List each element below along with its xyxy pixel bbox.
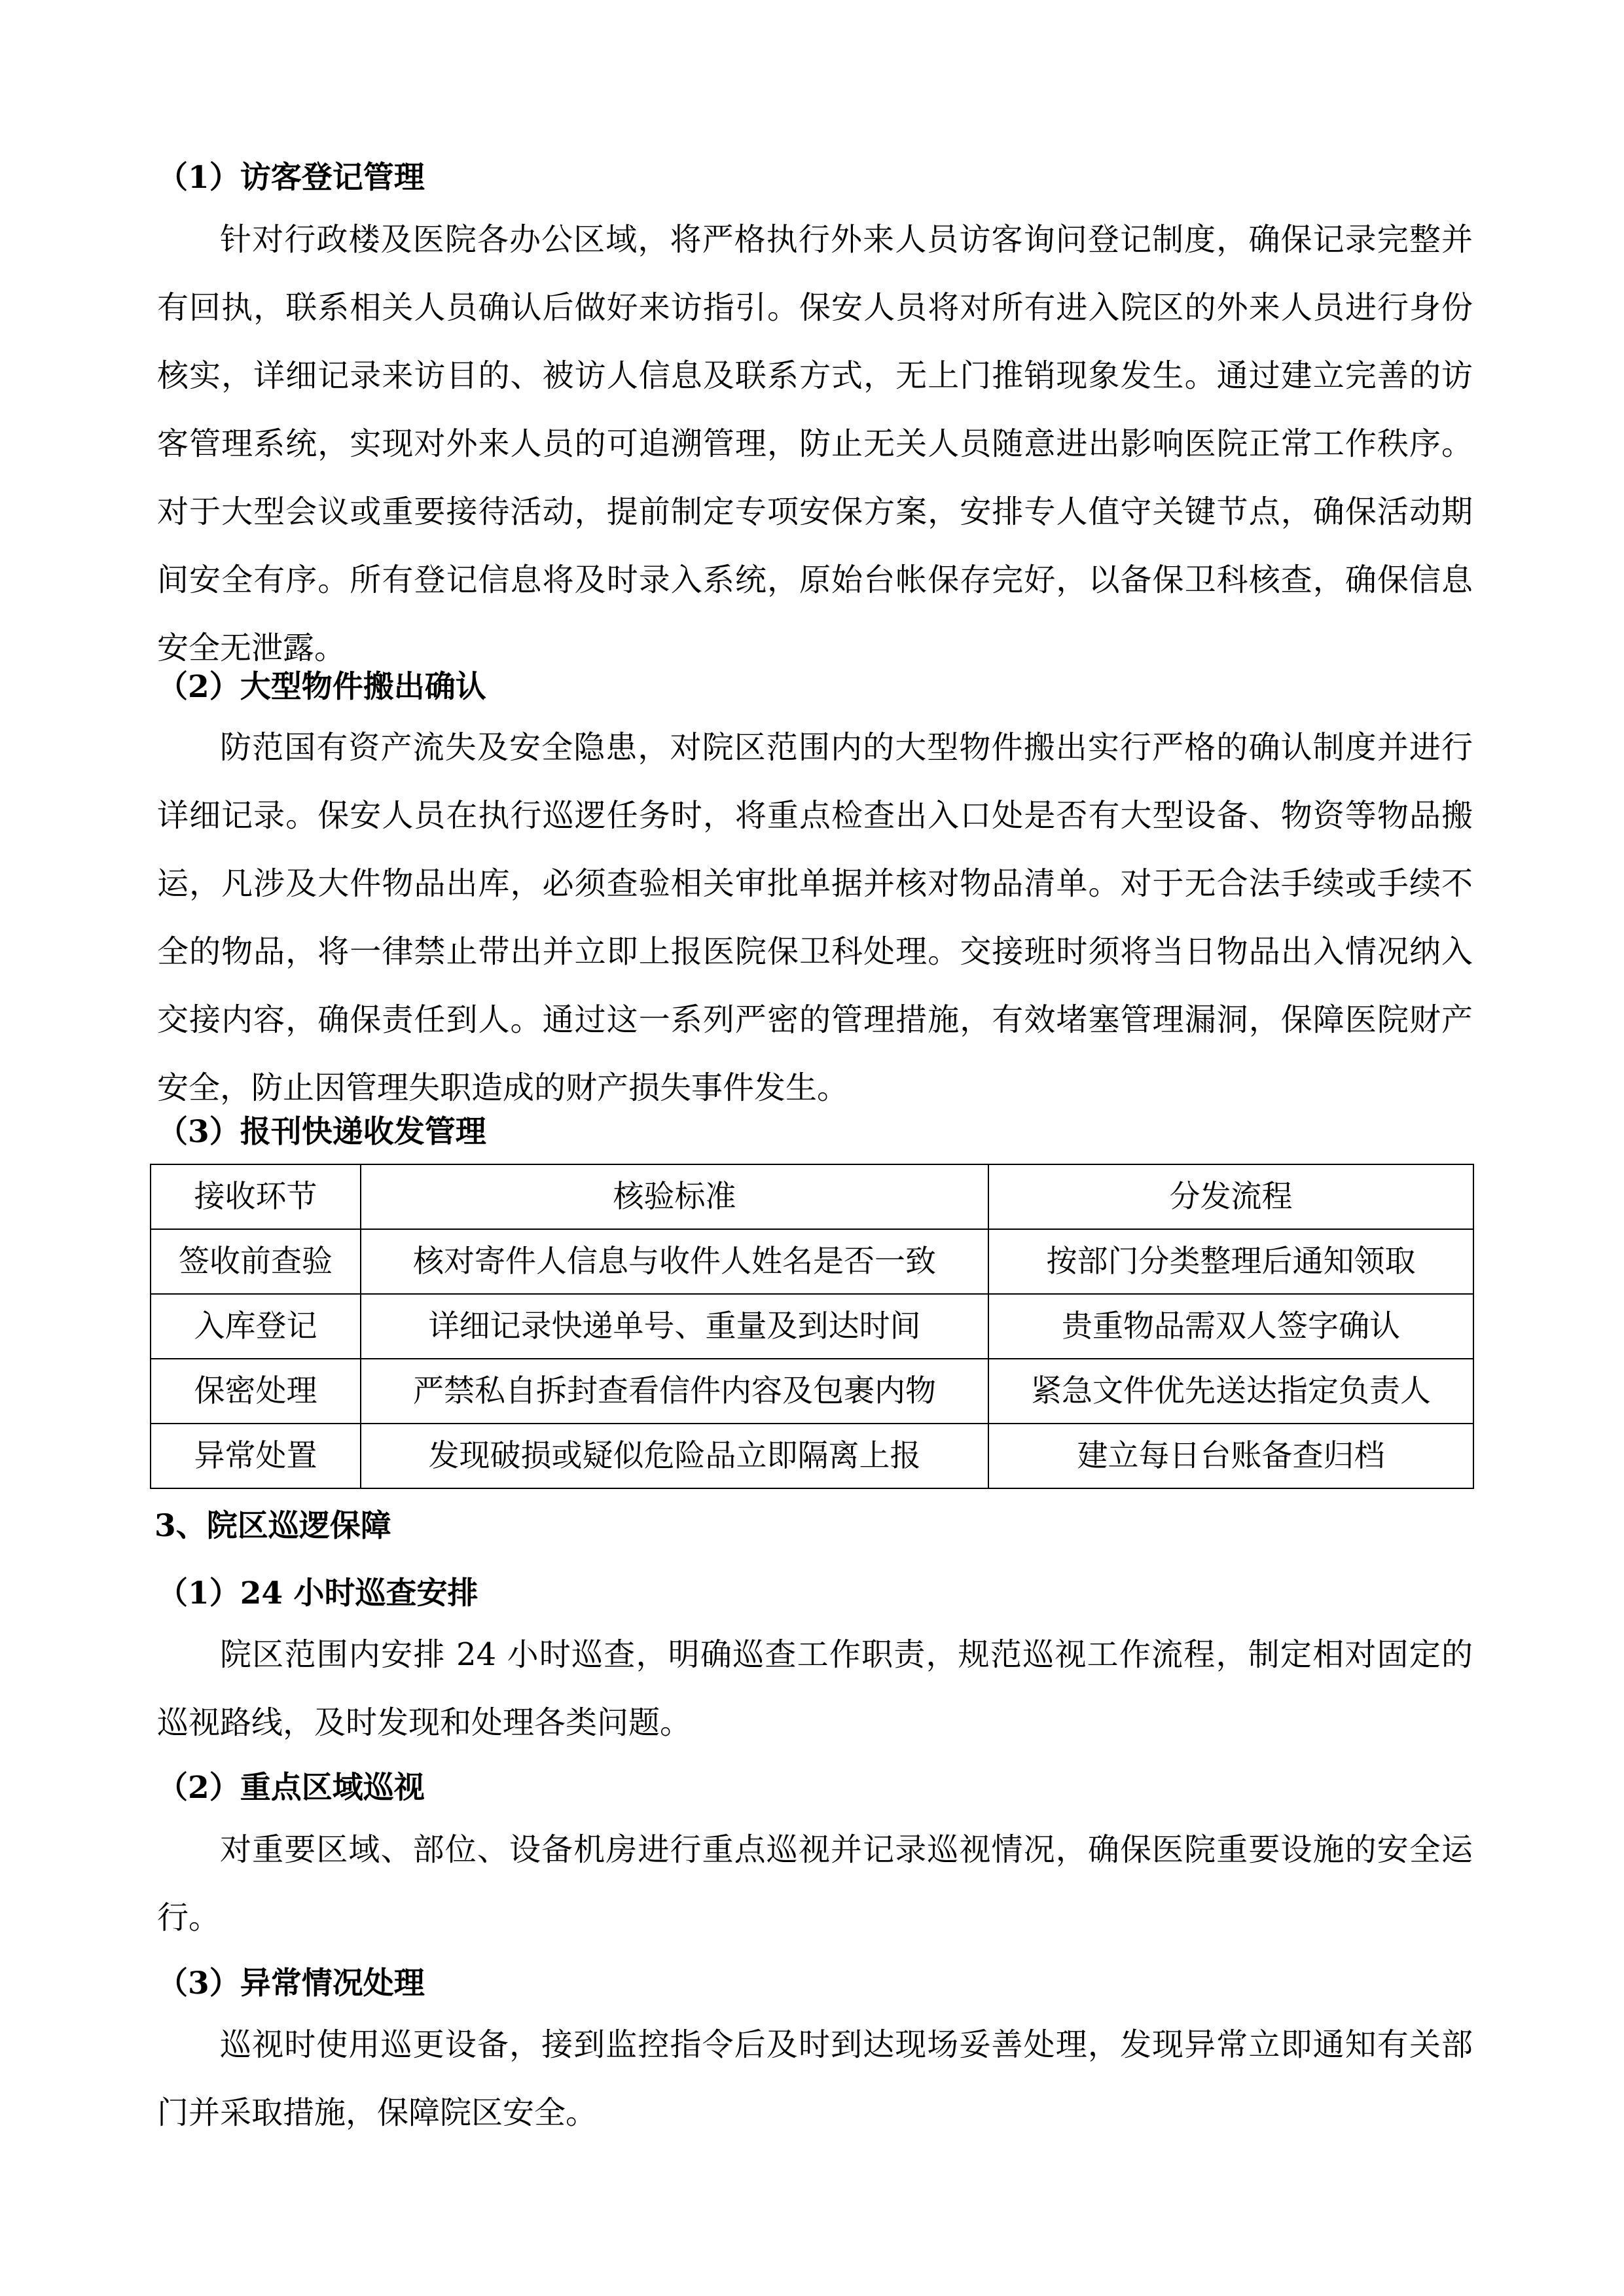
table-row — [151, 1359, 1473, 1424]
table-header-cell: 接收环节 — [151, 1164, 361, 1229]
heading-patrol-assurance: 3、院区巡逻保障 — [154, 1508, 391, 1544]
table-cell: 保密处理 — [151, 1359, 361, 1424]
heading-visitor-registration: （1）访客登记管理 — [157, 160, 425, 196]
heading-large-item-removal: （2）大型物件搬出确认 — [157, 669, 486, 705]
table-cell: 核对寄件人信息与收件人姓名是否一致 — [361, 1229, 988, 1294]
table-cell: 建立每日台账备查归档 — [988, 1424, 1473, 1488]
paragraph-abnormal-handling: 巡视时使用巡更设备，接到监控指令后及时到达现场妥善处理，发现异常立即通知有关部门并采取措施，保障院区安全。 — [157, 2026, 1473, 2131]
table-header-cell: 分发流程 — [988, 1164, 1473, 1229]
table-cell: 严禁私自拆封查看信件内容及包裹内物 — [361, 1359, 988, 1424]
table-header-row — [151, 1164, 1473, 1229]
paragraph-24h-patrol: 院区范围内安排 24 小时巡查，明确巡查工作职责，规范巡视工作流程，制定相对固定的巡视路线，及时发现和处理各类问题。 — [157, 1636, 1473, 1741]
paragraph-large-item-removal: 防范国有资产流失及安全隐患，对院区范围内的大型物件搬出实行严格的确认制度并进行详细记录。保安人员在执行巡逻任务时，将重点检查出入口处是否有大型设备、物资等物品搬运，凡涉及大件物品出库，必须查验相关审批单据并核对物品清单。对于无合法手续或手续不全的物品，将一律禁止带出并立即上报医院保卫科处理。交接班时须将当日物品出入情况纳入交接内容，确保责任到人。通过这一系列严密的管理措施，有效堵塞管理漏洞，保障医院财产安全，防止因管理失职造成的财产损失事件发生。 — [157, 729, 1473, 1106]
table-cell: 入库登记 — [151, 1294, 361, 1359]
table-cell: 贵重物品需双人签字确认 — [988, 1294, 1473, 1359]
table-cell: 签收前查验 — [151, 1229, 361, 1294]
paragraph-key-area-inspection: 对重要区域、部位、设备机房进行重点巡视并记录巡视情况，确保医院重要设施的安全运行。 — [157, 1831, 1473, 1936]
heading-key-area-inspection: （2）重点区域巡视 — [157, 1770, 425, 1806]
table-cell: 按部门分类整理后通知领取 — [988, 1229, 1473, 1294]
heading-abnormal-handling: （3）异常情况处理 — [157, 1965, 425, 2001]
table-cell: 发现破损或疑似危险品立即隔离上报 — [361, 1424, 988, 1488]
table-cell: 详细记录快递单号、重量及到达时间 — [361, 1294, 988, 1359]
heading-express-management: （3）报刊快递收发管理 — [157, 1114, 486, 1150]
heading-24h-patrol: （1）24 小时巡查安排 — [157, 1575, 478, 1611]
table-row — [151, 1294, 1473, 1359]
table-header-cell: 核验标准 — [361, 1164, 988, 1229]
table-row — [151, 1424, 1473, 1488]
table-cell: 异常处置 — [151, 1424, 361, 1488]
table-row — [151, 1229, 1473, 1294]
express-management-table — [150, 1164, 1474, 1489]
table-cell: 紧急文件优先送达指定负责人 — [988, 1359, 1473, 1424]
paragraph-visitor-registration: 针对行政楼及医院各办公区域，将严格执行外来人员访客询问登记制度，确保记录完整并有回执，联系相关人员确认后做好来访指引。保安人员将对所有进入院区的外来人员进行身份核实，详细记录来访目的、被访人信息及联系方式，无上门推销现象发生。通过建立完善的访客管理系统，实现对外来人员的可追溯管理，防止无关人员随意进出影响医院正常工作秩序。对于大型会议或重要接待活动，提前制定专项安保方案，安排专人值守关键节点，确保活动期间安全有序。所有登记信息将及时录入系统，原始台帐保存完好，以备保卫科核查，确保信息安全无泄露。 — [157, 221, 1473, 666]
